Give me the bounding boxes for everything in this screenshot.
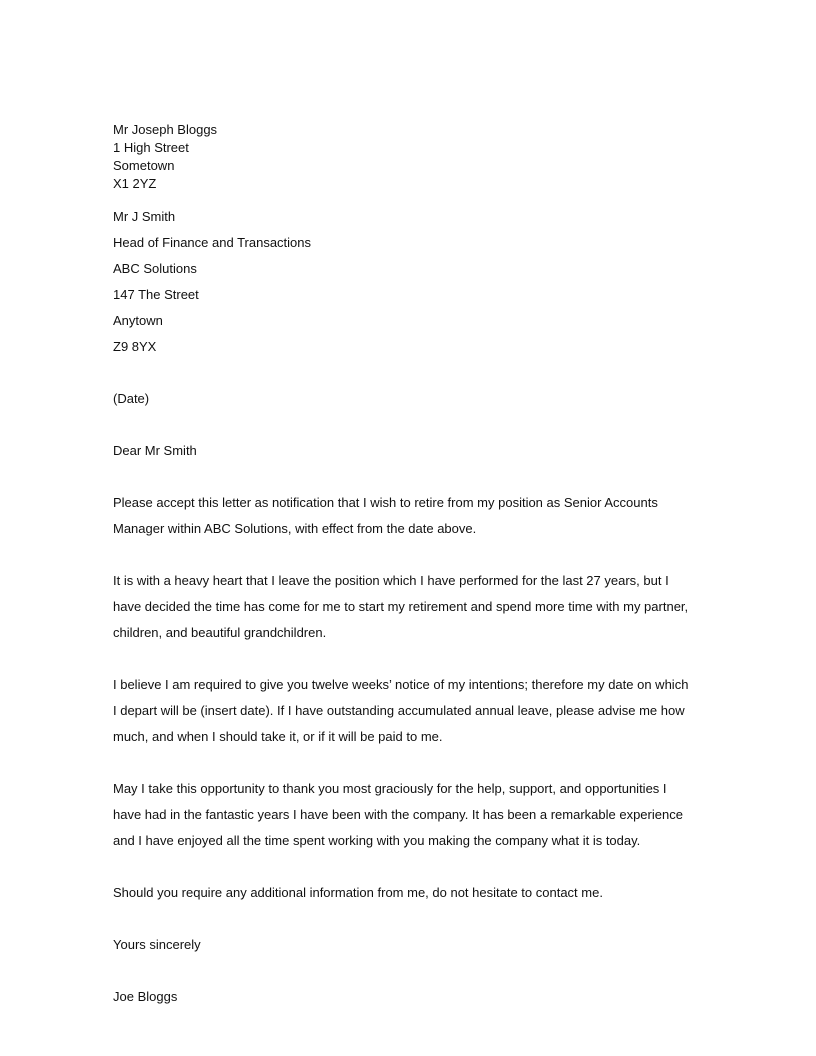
sender-postcode: X1 2YZ <box>113 176 157 191</box>
paragraph-line: have decided the time has come for me to start my retirement and spend more time with my partner, <box>113 599 689 614</box>
body-paragraph-3 <box>113 672 713 750</box>
paragraph-line: I believe I am required to give you twelve weeks’ notice of my intentions; therefore my date on which <box>113 677 689 692</box>
spacer <box>113 906 713 932</box>
paragraph-line: It is with a heavy heart that I leave the position which I have performed for the last 27 years, but I <box>113 573 669 588</box>
recipient-street: 147 The Street <box>113 287 199 302</box>
recipient-name: Mr J Smith <box>113 209 176 224</box>
spacer <box>113 464 713 490</box>
paragraph-line: Manager within ABC Solutions, with effect from the date above. <box>113 521 477 536</box>
paragraph-line: Should you require any additional information from me, do not hesitate to contact me. <box>113 885 603 900</box>
body-paragraph-2 <box>113 568 713 646</box>
salutation: Dear Mr Smith <box>113 443 197 458</box>
recipient-address <box>113 204 713 360</box>
sender-address <box>113 121 713 193</box>
paragraph-line: and I have enjoyed all the time spent working with you making the company what it is today. <box>113 833 641 848</box>
spacer <box>113 646 713 672</box>
recipient-postcode: Z9 8YX <box>113 339 157 354</box>
sender-name: Mr Joseph Bloggs <box>113 122 218 137</box>
retirement-letter <box>113 121 713 1010</box>
paragraph-line: I depart will be (insert date). If I have outstanding accumulated annual leave, please advise me how <box>113 703 685 718</box>
spacer <box>113 412 713 438</box>
closing: Yours sincerely <box>113 937 201 952</box>
sender-street: 1 High Street <box>113 140 189 155</box>
body-paragraph-1 <box>113 490 713 542</box>
body-paragraph-4 <box>113 776 713 854</box>
paragraph-line: much, and when I should take it, or if it will be paid to me. <box>113 729 443 744</box>
letter-date: (Date) <box>113 391 150 406</box>
spacer <box>113 750 713 776</box>
signature: Joe Bloggs <box>113 989 178 1004</box>
spacer <box>113 360 713 386</box>
paragraph-line: May I take this opportunity to thank you most graciously for the help, support, and opportunities I <box>113 781 667 796</box>
paragraph-line: Please accept this letter as notification that I wish to retire from my position as Senior Accounts <box>113 495 658 510</box>
sender-town: Sometown <box>113 158 175 173</box>
paragraph-line: children, and beautiful grandchildren. <box>113 625 327 640</box>
paragraph-line: have had in the fantastic years I have been with the company. It has been a remarkable experience <box>113 807 683 822</box>
recipient-town: Anytown <box>113 313 163 328</box>
body-paragraph-5 <box>113 880 713 906</box>
recipient-title: Head of Finance and Transactions <box>113 235 312 250</box>
spacer <box>113 958 713 984</box>
recipient-company: ABC Solutions <box>113 261 197 276</box>
spacer <box>113 542 713 568</box>
spacer <box>113 854 713 880</box>
